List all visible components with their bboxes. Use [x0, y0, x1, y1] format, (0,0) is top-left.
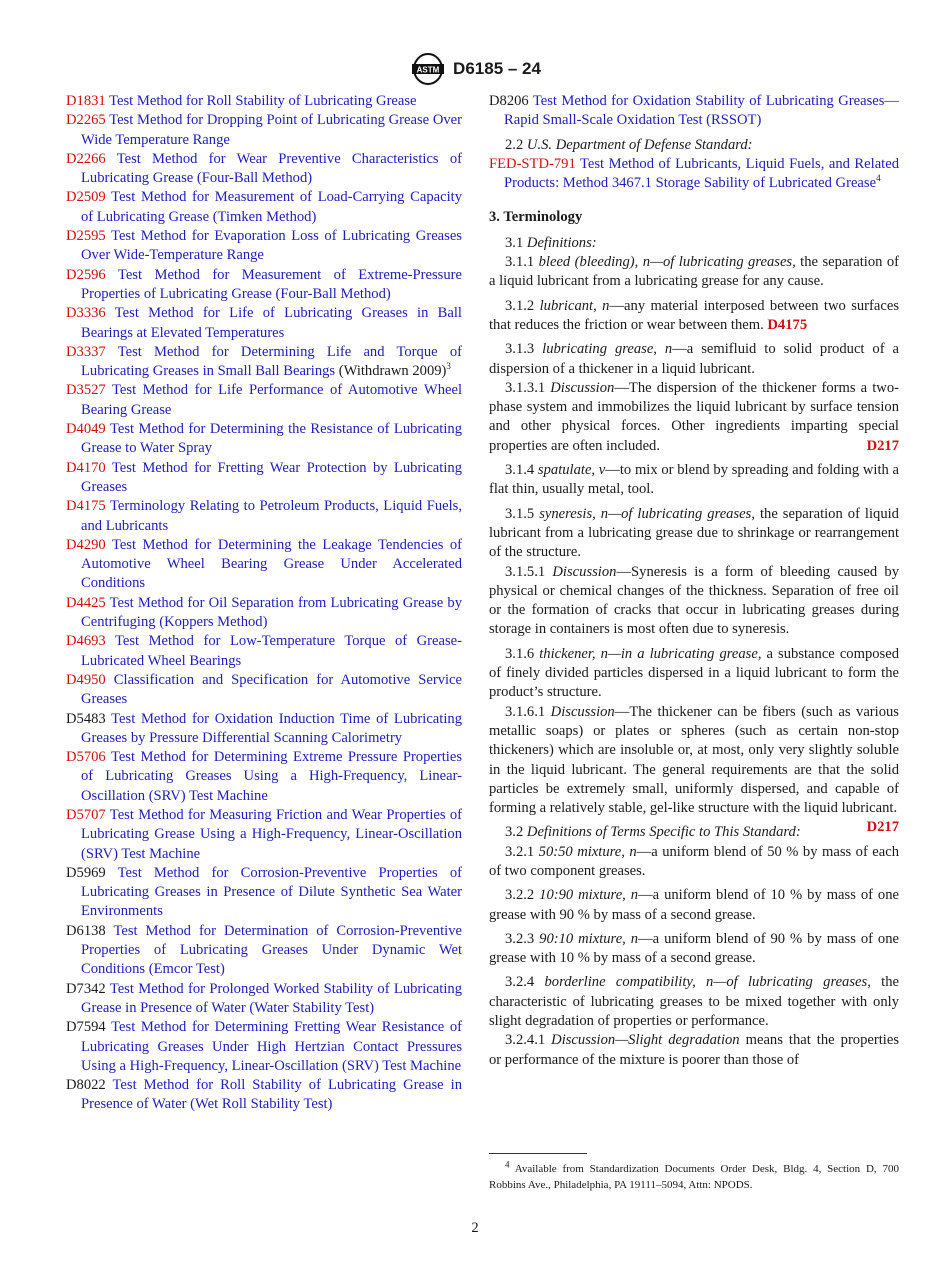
ref-item — [66, 806, 462, 864]
ref-code[interactable]: D4425 — [66, 594, 106, 611]
ref-title-link[interactable]: Test Method for Determination of Corrosion-Preventive Properties of Lubricating Greases Under Dynamic Wet Conditions (Emcor Test) — [81, 922, 463, 978]
dod-title: U.S. Department of Defense Standard: — [526, 136, 753, 153]
source-tag[interactable]: D217 — [866, 437, 899, 454]
ref-title-link[interactable]: Test Method for Measurement of Load-Carrying Capacity of Lubricating Grease (Timken Method) — [81, 189, 462, 225]
definition: the separation of a liquid lubricant from a lubricating grease for any cause. — [489, 254, 899, 290]
discussion-text: —The thickener can be fibers (such as various metallic soaps) or plates or spheres (such as certain non-stop thickeners) which are insoluble or, at most, only very slightly soluble in the liquid lubricant. The general requirements are that the solid particles be extremely small, uniformly dispersed, and capable of forming a relatively stable, gel-like structure with the liquid lubricant. — [489, 703, 899, 817]
ref-code: D8206 — [489, 93, 529, 109]
ref-title-link[interactable]: Test Method for Life Performance of Automotive Wheel Bearing Grease — [81, 382, 463, 418]
term: lubricant, n — [539, 297, 610, 314]
standard-designation: D6185 – 24 — [453, 59, 541, 78]
ref-item — [66, 922, 462, 980]
para-heading: Definitions: — [526, 234, 597, 251]
ref-code[interactable]: FED-STD-791 — [489, 155, 576, 172]
ref-code[interactable]: D4175 — [66, 498, 106, 515]
ref-code[interactable]: D4693 — [66, 633, 106, 650]
dod-heading — [489, 136, 899, 155]
ref-title-link[interactable]: Test Method for Roll Stability of Lubricating Grease in Presence of Water (Wet Roll Stability Test) — [81, 1077, 462, 1113]
ref-item — [66, 420, 462, 459]
term: borderline compatibility, n—of lubricating greases — [544, 974, 868, 991]
definition: —a semifluid to solid product of a dispersion of a thickener in a liquid lubricant. — [489, 341, 899, 377]
ref-item — [66, 748, 462, 806]
para-num: 3.2.2 — [505, 887, 535, 904]
term: syneresis, n—of lubricating greases — [539, 505, 752, 522]
para-3-1 — [489, 234, 899, 253]
ref-code[interactable]: D1831 — [66, 93, 106, 109]
para-3-1-2 — [489, 297, 899, 336]
ref-title-link[interactable]: Test Method for Oil Separation from Lubricating Grease by Centrifuging (Koppers Method) — [81, 594, 462, 631]
definition: —a uniform blend of 90 % by mass of one grease with 10 % by mass of a second grease. — [489, 930, 899, 967]
ref-code[interactable]: D4170 — [66, 459, 106, 476]
footnote-num: 4 — [505, 1159, 510, 1170]
page-header — [0, 52, 950, 86]
discussion-label: Discussion—Slight degradation — [551, 1032, 740, 1049]
para-num: 3.2.4 — [505, 974, 535, 991]
ref-code[interactable]: D2509 — [66, 189, 106, 206]
astm-logo-icon — [409, 52, 447, 86]
ref-code: D7594 — [66, 1019, 106, 1036]
ref-item — [66, 150, 462, 189]
ref-title-link[interactable]: Test Method for Determining Life and Torque of Lubricating Greases in Small Ball Bearings — [81, 343, 462, 380]
ref-code[interactable]: D5707 — [66, 806, 106, 823]
ref-title-link[interactable]: Test Method for Wear Preventive Characteristics of Lubricating Grease (Four-Ball Method) — [81, 150, 462, 187]
ref-code[interactable]: D2595 — [66, 228, 106, 245]
para-num: 3.2.4.1 — [505, 1032, 546, 1049]
para-3-2-3 — [489, 930, 899, 969]
para-num: 3.1.2 — [505, 297, 535, 314]
ref-item — [66, 92, 462, 111]
ref-item — [66, 710, 462, 749]
para-3-1-5-1 — [489, 563, 899, 640]
ref-item — [66, 459, 462, 498]
ref-title-link[interactable]: Test Method of Lubricants, Liquid Fuels, and Related Products: Method 3467.1 Storage Sability of Lubricated Grease — [504, 155, 899, 192]
para-3-1-5 — [489, 505, 899, 563]
para-num: 3.1.1 — [505, 254, 535, 271]
referenced-documents-list — [66, 92, 462, 1115]
para-heading: Definitions of Terms Specific to This Standard: — [526, 824, 801, 841]
definition: —to mix or blend by spreading and folding with a flat thin, usually metal, tool. — [489, 462, 899, 498]
ref-title-link[interactable]: Test Method for Dropping Point of Lubricating Grease Over Wide Temperature Range — [81, 112, 463, 148]
para-num: 3.1.3.1 — [505, 379, 546, 396]
ref-title-link[interactable]: Test Method for Determining Fretting Wear Resistance of Lubricating Greases Under High Hertzian Contact Pressures Using a High-Frequency, Linear-Oscillation (SRV) Test Machine — [81, 1019, 462, 1074]
para-3-1-4 — [489, 461, 899, 500]
para-3-2-4-1 — [489, 1031, 899, 1070]
para-num: 3.2 — [505, 824, 524, 841]
definition: , the characteristic of lubricating greases to be mixed together with only slight degradation of properties or performance. — [489, 974, 899, 1030]
para-3-1-1 — [489, 253, 899, 292]
ref-item — [66, 188, 462, 227]
ref-code[interactable]: D3337 — [66, 343, 106, 360]
ref-title-link[interactable]: Test Method for Measurement of Extreme-Pressure Properties of Lubricating Grease (Four-Ball Method) — [81, 266, 462, 302]
para-3-1-3 — [489, 340, 899, 379]
ref-title-link[interactable]: Test Method for Low-Temperature Torque of Grease-Lubricated Wheel Bearings — [81, 633, 462, 669]
ref-item — [66, 381, 462, 420]
page-number: 2 — [471, 1220, 479, 1236]
ref-code[interactable]: D5706 — [66, 749, 106, 766]
ref-item — [66, 864, 462, 922]
ref-code: D7342 — [66, 980, 106, 997]
definition: —a uniform blend of 10 % by mass of one grease with 90 % by mass of a second grease. — [489, 887, 899, 923]
source-tag[interactable]: D217 — [866, 819, 899, 836]
right-column — [489, 92, 899, 1070]
para-num: 3.1.5.1 — [505, 563, 546, 580]
ref-code[interactable]: D3336 — [66, 305, 106, 322]
ref-title-link[interactable]: Test Method for Fretting Wear Protection by Lubricating Greases — [81, 459, 462, 495]
definition: —any material interposed between two surfaces that reduces the friction or wear between them. — [489, 297, 900, 333]
ref-title-link[interactable]: Test Method for Determining the Resistance of Lubricating Grease to Water Spray — [81, 421, 463, 457]
definition: , the separation of liquid lubricant from a lubricating grease due to shrinkage or rearrangement of the structure. — [489, 505, 899, 561]
footnote-rule — [489, 1153, 587, 1154]
ref-title-link[interactable]: Test Method for Oxidation Induction Time of Lubricating Greases by Pressure Differential Scanning Calorimetry — [81, 710, 462, 746]
para-3-1-3-1 — [489, 379, 899, 456]
ref-d8206 — [489, 92, 899, 131]
discussion-label: Discussion — [550, 703, 615, 720]
source-tag[interactable]: D4175 — [767, 316, 808, 333]
ref-item — [66, 671, 462, 710]
ref-item — [66, 632, 462, 671]
ref-item — [66, 111, 462, 150]
ref-item — [66, 1076, 462, 1115]
ref-item — [66, 497, 462, 536]
ref-fed-std-791 — [489, 155, 899, 194]
para-num: 3.1.4 — [505, 462, 535, 479]
term: 10:90 mixture, n — [539, 887, 639, 904]
term: 90:10 mixture, n — [539, 930, 639, 947]
para-num: 3.1.3 — [505, 341, 535, 358]
svg-text:ASTM: ASTM — [416, 65, 440, 75]
para-3-2-4 — [489, 973, 899, 1031]
para-num: 3.2.1 — [505, 843, 535, 860]
para-3-2 — [489, 823, 899, 842]
ref-title-link[interactable]: Test Method for Determining the Leakage Tendencies of Automotive Wheel Bearing Grease Under Accelerated Conditions — [81, 536, 463, 592]
ref-code: D5969 — [66, 864, 106, 881]
ref-item — [66, 227, 462, 266]
para-3-1-6 — [489, 645, 899, 703]
ref-code[interactable]: D2265 — [66, 112, 106, 129]
footnote-ref[interactable]: 3 — [446, 361, 451, 372]
para-num: 3.1.6.1 — [505, 703, 546, 720]
definition: —a uniform blend of 50 % by mass of each of two component greases. — [489, 843, 900, 879]
ref-code: D6138 — [66, 922, 106, 939]
ref-item — [66, 266, 462, 305]
discussion-text: —Syneresis is a form of bleeding caused by physical or chemical changes of the thickness. Separation of free oil or the formation of cracks that occur in lubricating greases during storage in containers is most often due to syneresis. — [489, 563, 899, 638]
ref-code[interactable]: D4950 — [66, 671, 106, 688]
ref-title-link[interactable]: Terminology Relating to Petroleum Products, Liquid Fuels, and Lubricants — [81, 498, 463, 534]
discussion-label: Discussion — [550, 379, 615, 396]
ref-title-link[interactable]: Test Method for Prolonged Worked Stability of Lubricating Grease in Presence of Water (Water Stability Test) — [81, 980, 462, 1016]
ref-code[interactable]: D4290 — [66, 536, 106, 553]
para-3-2-1 — [489, 843, 899, 882]
discussion-text: means that the properties or performance of the mixture is poorer than those of — [489, 1032, 899, 1068]
ref-item — [66, 304, 462, 343]
para-num: 3.1.6 — [505, 645, 535, 662]
para-num: 3.1 — [505, 234, 524, 251]
footnote-4 — [489, 1161, 899, 1193]
ref-item — [66, 1018, 462, 1076]
discussion-text: —The dispersion of the thickener forms a two-phase system and immobilizes the liquid lubricant by surface tension and other physical forces. Other ingredients imparting special properties are often included. — [489, 379, 899, 454]
dod-num: 2.2 — [505, 136, 524, 153]
ref-title-link[interactable]: Test Method for Corrosion-Preventive Properties of Lubricating Greases in Presence of Dilute Synthetic Sea Water Environments — [81, 864, 462, 920]
ref-title-link[interactable]: Test Method for Determining Extreme Pressure Properties of Lubricating Greases Using a High-Frequency, Linear-Oscillation (SRV) Test Machine — [81, 749, 462, 804]
ref-code[interactable]: D3527 — [66, 382, 106, 399]
ref-title-link[interactable]: Test Method for Oxidation Stability of Lubricating Greases—Rapid Small-Scale Oxidation Test (RSSOT) — [504, 93, 899, 129]
ref-title-link[interactable]: Test Method for Life of Lubricating Greases in Ball Bearings at Elevated Temperatures — [81, 305, 462, 341]
term: thickener, n—in a lubricating grease, — [539, 645, 762, 662]
discussion-label: Discussion — [552, 563, 617, 580]
footnote-text: Available from Standardization Documents Order Desk, Bldg. 4, Section D, 700 Robbins Ave., Philadelphia, PA 19111–5094, Attn: NPODS. — [489, 1163, 899, 1191]
ref-title-link[interactable]: Test Method for Measuring Friction and Wear Properties of Lubricating Grease Using a High-Frequency, Linear-Oscillation (SRV) Test Machine — [81, 806, 462, 862]
ref-code[interactable]: D4049 — [66, 421, 106, 438]
para-num: 3.1.5 — [505, 505, 535, 522]
ref-item — [66, 536, 462, 594]
term: lubricating grease, n — [542, 341, 673, 358]
ref-title-link[interactable]: Test Method for Evaporation Loss of Lubricating Greases Over Wide-Temperature Range — [81, 228, 462, 264]
ref-code[interactable]: D2266 — [66, 150, 106, 167]
ref-item — [66, 343, 462, 382]
para-num: 3.2.3 — [505, 930, 535, 947]
section-3-title: 3. Terminology — [489, 209, 583, 226]
ref-item — [66, 980, 462, 1019]
term: spatulate, v — [537, 462, 606, 479]
ref-code: D8022 — [66, 1077, 106, 1094]
ref-title-link[interactable]: Classification and Specification for Automotive Service Greases — [81, 671, 462, 708]
ref-status: (Withdrawn 2009) — [335, 363, 447, 380]
ref-code: D5483 — [66, 710, 106, 727]
ref-title-link[interactable]: Test Method for Roll Stability of Lubricating Grease — [109, 93, 417, 109]
para-3-2-2 — [489, 886, 899, 925]
ref-code[interactable]: D2596 — [66, 266, 106, 283]
term: 50:50 mixture, n — [538, 843, 637, 860]
ref-item — [66, 594, 462, 633]
definition: a substance composed of finely divided particles dispersed in a liquid lubricant to form the product’s structure. — [489, 645, 899, 701]
term: bleed (bleeding), n—of lubricating greases, — [538, 254, 796, 271]
footnote-ref-4[interactable]: 4 — [876, 173, 881, 184]
